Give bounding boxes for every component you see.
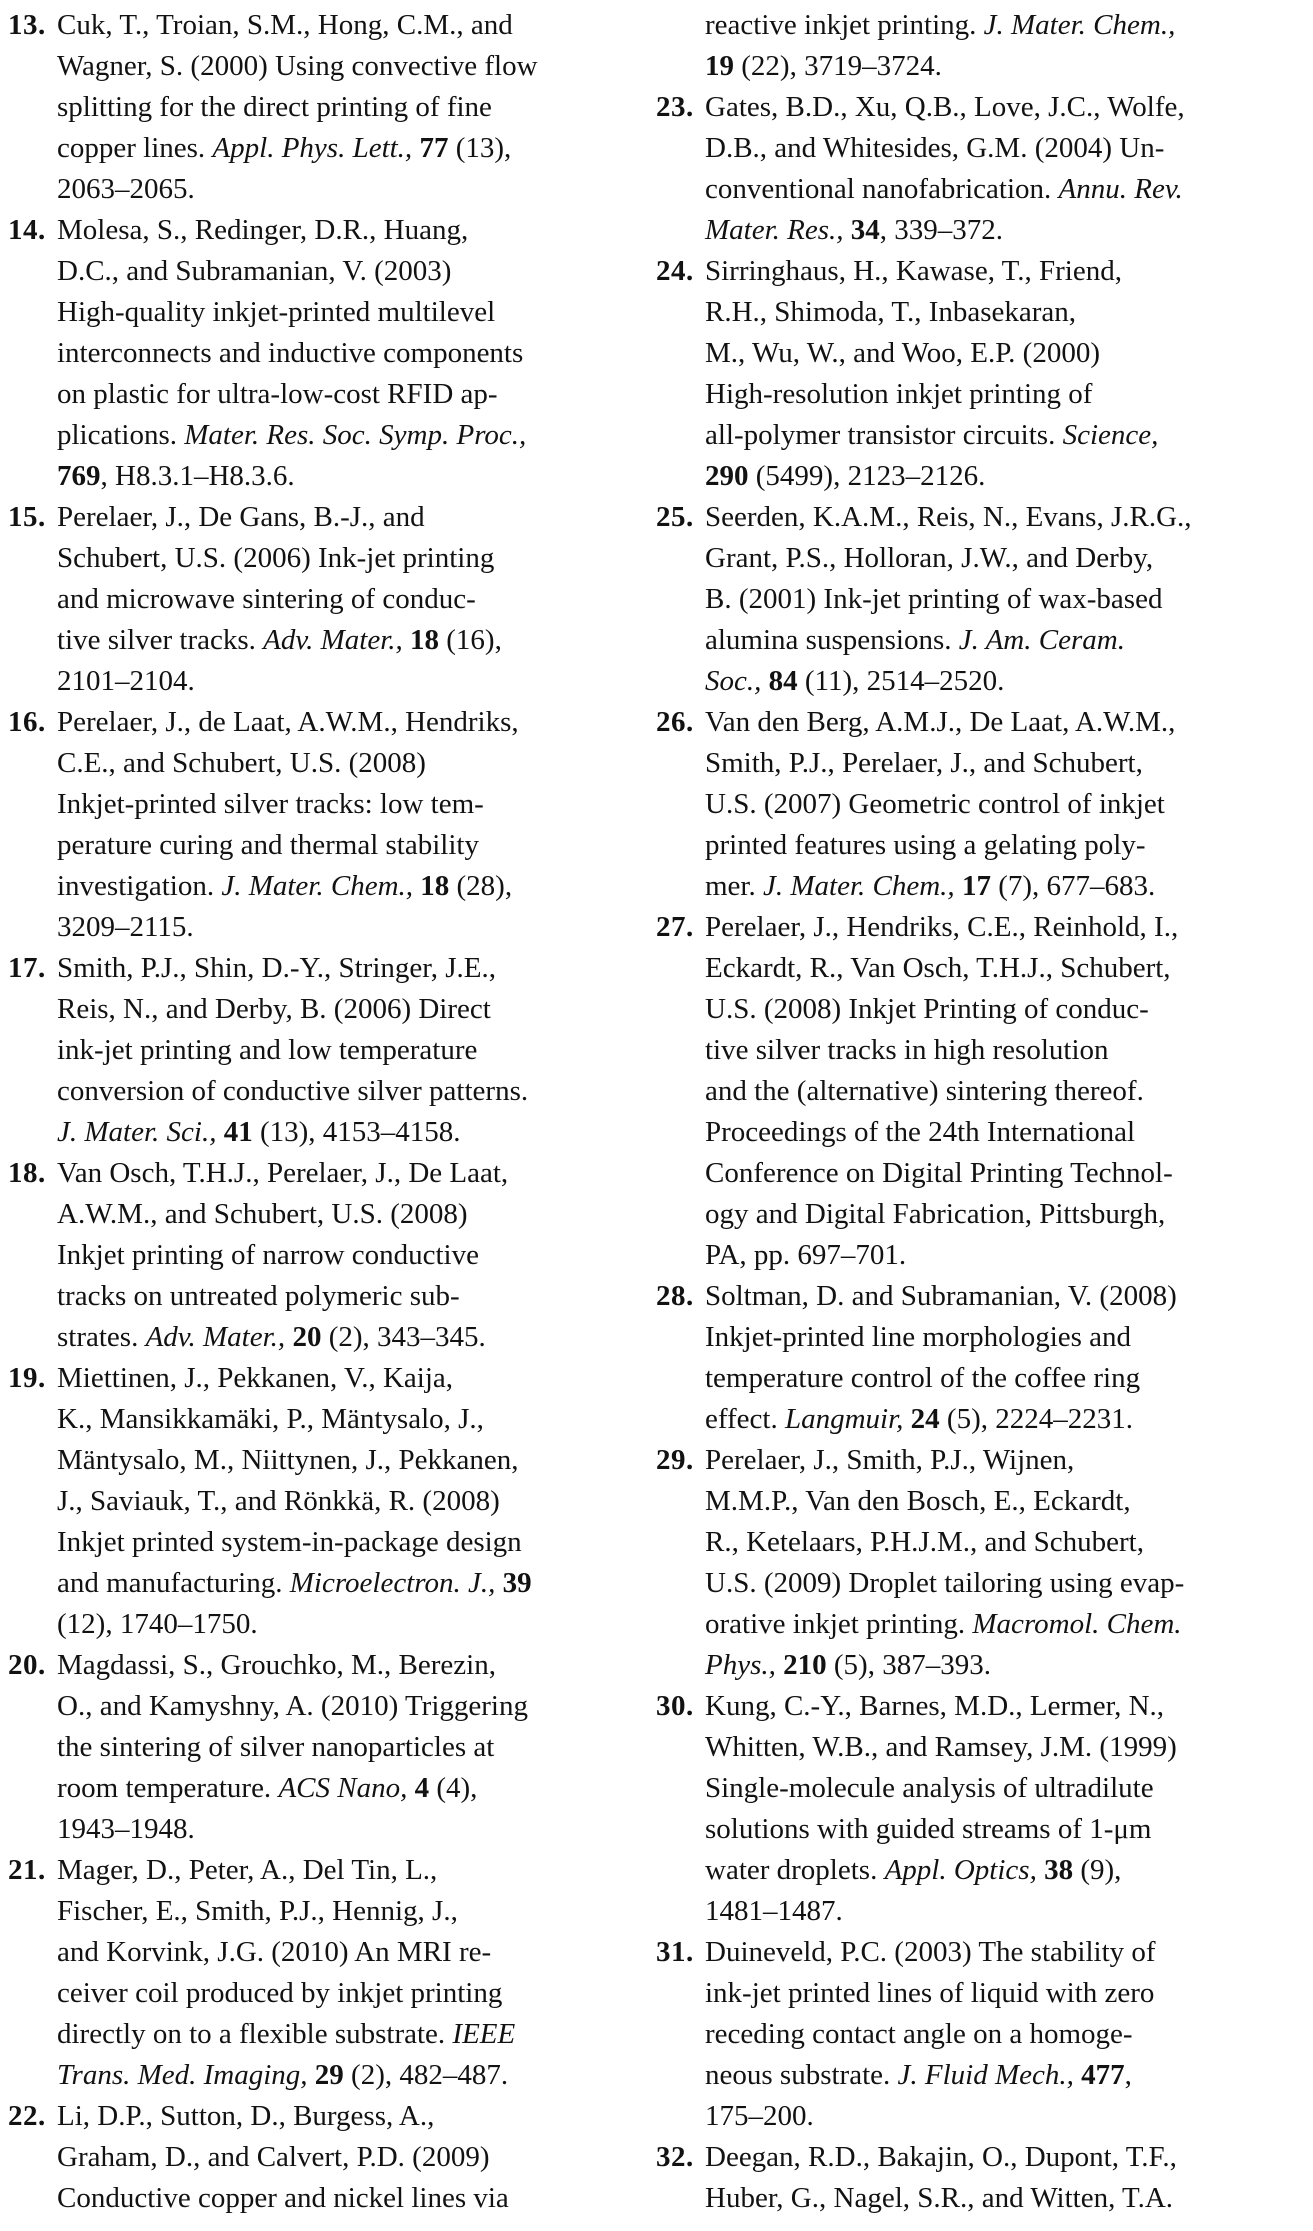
reference-segment — [216, 1116, 223, 1148]
reference-number: 16. — [8, 706, 46, 738]
reference-item — [656, 907, 1286, 1276]
reference-segment: Inkjet printed system-in-package design — [57, 1526, 522, 1558]
reference-number: 22. — [8, 2100, 46, 2132]
reference-segment: water droplets. — [705, 1854, 885, 1886]
reference-segment — [308, 2059, 315, 2091]
reference-text — [705, 251, 1286, 497]
reference-segment: temperature control of the coffee ring — [705, 1362, 1141, 1394]
reference-segment: , — [1124, 2059, 1132, 2091]
reference-segment: directly on to a flexible substrate. — [57, 2018, 453, 2050]
reference-segment: 175–200. — [705, 2100, 814, 2132]
reference-text — [57, 1153, 638, 1358]
journal-name: ACS Nano, — [278, 1772, 408, 1804]
reference-segment: 1943–1948. — [57, 1813, 195, 1845]
reference-segment: Smith, P.J., Shin, D.-Y., Stringer, J.E., — [57, 952, 497, 984]
reference-segment: PA, pp. 697–701. — [705, 1239, 907, 1271]
reference-segment: Smith, P.J., Perelaer, J., and Schubert, — [705, 747, 1143, 779]
references-column-right — [656, 5, 1286, 2231]
reference-segment: effect. — [705, 1403, 785, 1435]
reference-segment: Mager, D., Peter, A., Del Tin, L., — [57, 1854, 438, 1886]
volume-number: 77 — [419, 132, 449, 164]
reference-segment: Deegan, R.D., Bakajin, O., Dupont, T.F., — [705, 2141, 1177, 2173]
reference-segment: Inkjet-printed line morphologies and — [705, 1321, 1132, 1353]
reference-item — [8, 210, 638, 497]
volume-number: 4 — [414, 1772, 430, 1804]
reference-segment: M., Wu, W., and Woo, E.P. (2000) — [705, 337, 1100, 369]
reference-segment: R., Ketelaars, P.H.J.M., and Schubert, — [705, 1526, 1144, 1558]
reference-text — [705, 2137, 1286, 2219]
reference-item — [656, 1686, 1286, 1932]
reference-segment: Perelaer, J., Smith, P.J., Wijnen, — [705, 1444, 1075, 1476]
reference-text — [705, 702, 1286, 907]
reference-segment: 2063–2065. — [57, 173, 195, 205]
reference-text — [705, 497, 1286, 702]
journal-name: J. Fluid Mech., — [897, 2059, 1074, 2091]
reference-segment: (22), 3719–3724. — [734, 50, 942, 82]
reference-item — [8, 1645, 638, 1850]
reference-item — [656, 1440, 1286, 1686]
reference-segment: Grant, P.S., Holloran, J.W., and Derby, — [705, 542, 1154, 574]
reference-segment: receding contact angle on a homoge- — [705, 2018, 1133, 2050]
volume-number: 34 — [850, 214, 880, 246]
journal-name: Annu. Rev. — [1058, 173, 1183, 205]
reference-item — [8, 1358, 638, 1645]
reference-number: 31. — [656, 1936, 694, 1968]
reference-segment: and Korvink, J.G. (2010) An MRI re- — [57, 1936, 492, 1968]
journal-name: Appl. Phys. Lett., — [212, 132, 413, 164]
reference-segment: Duineveld, P.C. (2003) The stability of — [705, 1936, 1156, 1968]
reference-text — [57, 210, 638, 497]
reference-number: 30. — [656, 1690, 694, 1722]
volume-number: 39 — [502, 1567, 532, 1599]
reference-item — [8, 497, 638, 702]
reference-segment: Whitten, W.B., and Ramsey, J.M. (1999) — [705, 1731, 1177, 1763]
journal-name: Mater. Res., — [705, 214, 844, 246]
reference-segment: O., and Kamyshny, A. (2010) Triggering — [57, 1690, 528, 1722]
journal-name: Macromol. Chem. — [972, 1608, 1182, 1640]
volume-number: 769 — [57, 460, 101, 492]
reference-item — [8, 5, 638, 210]
reference-segment: D.C., and Subramanian, V. (2003) — [57, 255, 452, 287]
reference-segment: interconnects and inductive components — [57, 337, 524, 369]
reference-segment: tracks on untreated polymeric sub- — [57, 1280, 460, 1312]
reference-item — [8, 1850, 638, 2096]
journal-name: J. Mater. Chem., — [763, 870, 955, 902]
volume-number: 290 — [705, 460, 749, 492]
reference-segment: , H8.3.1–H8.3.6. — [100, 460, 295, 492]
reference-segment: Perelaer, J., Hendriks, C.E., Reinhold, I., — [705, 911, 1179, 943]
reference-item — [656, 1276, 1286, 1440]
reference-segment: Proceedings of the 24th International — [705, 1116, 1136, 1148]
journal-name: Adv. Mater., — [263, 624, 403, 656]
reference-text — [705, 1686, 1286, 1932]
reference-number: 24. — [656, 255, 694, 287]
reference-number: 15. — [8, 501, 46, 533]
reference-item — [8, 702, 638, 948]
journal-name: Langmuir, — [784, 1403, 904, 1435]
journal-name: J. Mater. Sci., — [57, 1116, 217, 1148]
reference-text — [705, 907, 1286, 1276]
journal-name: J. Mater. Chem., — [983, 9, 1176, 41]
reference-segment: on plastic for ultra-low-cost RFID ap- — [57, 378, 498, 410]
reference-segment: room temperature. — [57, 1772, 279, 1804]
reference-segment: Conference on Digital Printing Technol- — [705, 1157, 1173, 1189]
reference-segment: (11), 2514–2520. — [797, 665, 1005, 697]
reference-segment — [903, 1403, 910, 1435]
reference-segment: D.B., and Whitesides, G.M. (2004) Un- — [705, 132, 1165, 164]
reference-segment: solutions with guided streams of 1-μm — [705, 1813, 1152, 1845]
journal-name: J. Am. Ceram. — [958, 624, 1125, 656]
reference-item — [656, 5, 1286, 87]
reference-item — [8, 2096, 638, 2219]
reference-segment: Inkjet-printed silver tracks: low tem- — [57, 788, 484, 820]
reference-number: 19. — [8, 1362, 46, 1394]
reference-segment: 2101–2104. — [57, 665, 195, 697]
volume-number: 19 — [705, 50, 734, 82]
reference-segment: C.E., and Schubert, U.S. (2008) — [57, 747, 426, 779]
reference-segment: Magdassi, S., Grouchko, M., Berezin, — [57, 1649, 496, 1681]
reference-segment: all-polymer transistor circuits. — [705, 419, 1063, 451]
reference-segment: neous substrate. — [705, 2059, 898, 2091]
reference-segment: Inkjet printing of narrow conductive — [57, 1239, 479, 1271]
reference-segment: Conductive copper and nickel lines via — [57, 2182, 509, 2214]
volume-number: 20 — [292, 1321, 322, 1353]
reference-segment: Sirringhaus, H., Kawase, T., Friend, — [705, 255, 1122, 287]
reference-number: 20. — [8, 1649, 46, 1681]
journal-name: Phys., — [705, 1649, 776, 1681]
reference-text — [705, 87, 1286, 251]
reference-number: 17. — [8, 952, 46, 984]
volume-number: 17 — [961, 870, 991, 902]
reference-segment: and microwave sintering of conduc- — [57, 583, 476, 615]
volume-number: 24 — [910, 1403, 940, 1435]
reference-segment: Perelaer, J., de Laat, A.W.M., Hendriks, — [57, 706, 519, 738]
reference-text — [57, 948, 638, 1153]
reference-segment: ink-jet printing and low temperature — [57, 1034, 478, 1066]
reference-segment: Schubert, U.S. (2006) Ink-jet printing — [57, 542, 495, 574]
reference-segment: splitting for the direct printing of fine — [57, 91, 492, 123]
journal-name: Microelectron. J., — [289, 1567, 496, 1599]
reference-item — [656, 497, 1286, 702]
reference-segment: , 339–372. — [879, 214, 1004, 246]
reference-segment — [844, 214, 851, 246]
reference-text — [705, 1440, 1286, 1686]
reference-segment: (16), — [439, 624, 502, 656]
reference-segment: mer. — [705, 870, 763, 902]
reference-segment: 3209–2115. — [57, 911, 194, 943]
volume-number: 84 — [768, 665, 798, 697]
reference-text — [57, 1645, 638, 1850]
reference-number: 23. — [656, 91, 694, 123]
reference-segment: Graham, D., and Calvert, P.D. (2009) — [57, 2141, 490, 2173]
reference-segment: U.S. (2009) Droplet tailoring using evap- — [705, 1567, 1185, 1599]
reference-number: 21. — [8, 1854, 46, 1886]
reference-segment: reactive inkjet printing. — [705, 9, 984, 41]
reference-segment: alumina suspensions. — [705, 624, 959, 656]
reference-text — [57, 1358, 638, 1645]
reference-number: 14. — [8, 214, 46, 246]
reference-segment: (28), — [449, 870, 513, 902]
volume-number: 18 — [420, 870, 450, 902]
reference-segment: Perelaer, J., De Gans, B.-J., and — [57, 501, 425, 533]
reference-text — [705, 1276, 1286, 1440]
reference-segment: 1481–1487. — [705, 1895, 843, 1927]
reference-item — [8, 1153, 638, 1358]
reference-segment — [1037, 1854, 1044, 1886]
volume-number: 210 — [783, 1649, 827, 1681]
reference-number: 25. — [656, 501, 694, 533]
reference-segment: K., Mansikkamäki, P., Mäntysalo, J., — [57, 1403, 484, 1435]
reference-segment: Van den Berg, A.M.J., De Laat, A.W.M., — [705, 706, 1176, 738]
reference-segment: Eckardt, R., Van Osch, T.H.J., Schubert, — [705, 952, 1171, 984]
reference-item — [656, 702, 1286, 907]
reference-segment: strates. — [57, 1321, 146, 1353]
volume-number: 38 — [1044, 1854, 1074, 1886]
reference-segment: (13), 4153–4158. — [252, 1116, 461, 1148]
reference-segment: tive silver tracks in high resolution — [705, 1034, 1109, 1066]
references-column-left — [8, 5, 638, 2231]
reference-segment: Soltman, D. and Subramanian, V. (2008) — [705, 1280, 1177, 1312]
reference-number: 28. — [656, 1280, 694, 1312]
reference-segment: Gates, B.D., Xu, Q.B., Love, J.C., Wolfe, — [705, 91, 1185, 123]
reference-text — [57, 497, 638, 702]
reference-segment: Reis, N., and Derby, B. (2006) Direct — [57, 993, 491, 1025]
reference-segment: Van Osch, T.H.J., Perelaer, J., De Laat, — [57, 1157, 509, 1189]
reference-segment: Kung, C.-Y., Barnes, M.D., Lermer, N., — [705, 1690, 1165, 1722]
reference-segment: tive silver tracks. — [57, 624, 264, 656]
reference-segment: Huber, G., Nagel, S.R., and Witten, T.A. — [705, 2182, 1174, 2214]
reference-segment: conversion of conductive silver patterns. — [57, 1075, 529, 1107]
journal-name: Adv. Mater., — [145, 1321, 286, 1353]
reference-text — [57, 702, 638, 948]
reference-text — [705, 1932, 1286, 2137]
reference-segment: (2), 482–487. — [343, 2059, 509, 2091]
reference-segment: Single-molecule analysis of ultradilute — [705, 1772, 1154, 1804]
reference-segment: (5), 2224–2231. — [939, 1403, 1133, 1435]
reference-segment: (13), — [448, 132, 512, 164]
reference-number: 13. — [8, 9, 46, 41]
reference-number: 18. — [8, 1157, 46, 1189]
reference-segment: perature curing and thermal stability — [57, 829, 479, 861]
volume-number: 477 — [1081, 2059, 1125, 2091]
reference-item — [656, 1932, 1286, 2137]
reference-segment: Miettinen, J., Pekkanen, V., Kaija, — [57, 1362, 454, 1394]
reference-item — [656, 251, 1286, 497]
reference-segment: the sintering of silver nanoparticles at — [57, 1731, 495, 1763]
reference-segment: conventional nanofabrication. — [705, 173, 1059, 205]
reference-segment: (5499), 2123–2126. — [748, 460, 986, 492]
reference-number: 26. — [656, 706, 694, 738]
reference-segment: and the (alternative) sintering thereof. — [705, 1075, 1144, 1107]
reference-number: 27. — [656, 911, 694, 943]
reference-segment: M.M.P., Van den Bosch, E., Eckardt, — [705, 1485, 1131, 1517]
reference-segment: A.W.M., and Schubert, U.S. (2008) — [57, 1198, 468, 1230]
reference-segment: (12), 1740–1750. — [57, 1608, 258, 1640]
journal-name: Mater. Res. Soc. Symp. Proc., — [184, 419, 527, 451]
reference-number: 29. — [656, 1444, 694, 1476]
journal-name: IEEE — [452, 2018, 516, 2050]
reference-segment: Cuk, T., Troian, S.M., Hong, C.M., and — [57, 9, 513, 41]
reference-segment: High-resolution inkjet printing of — [705, 378, 1093, 410]
volume-number: 18 — [410, 624, 440, 656]
reference-item — [656, 2137, 1286, 2219]
reference-segment: High-quality inkjet-printed multilevel — [57, 296, 496, 328]
reference-segment: Seerden, K.A.M., Reis, N., Evans, J.R.G., — [705, 501, 1192, 533]
reference-segment — [495, 1567, 502, 1599]
reference-segment — [407, 1772, 414, 1804]
reference-segment: J., Saviauk, T., and Rönkkä, R. (2008) — [57, 1485, 500, 1517]
reference-segment: (4), — [429, 1772, 478, 1804]
reference-segment: U.S. (2007) Geometric control of inkjet — [705, 788, 1165, 820]
reference-segment: ogy and Digital Fabrication, Pittsburgh, — [705, 1198, 1166, 1230]
reference-segment: (2), 343–345. — [321, 1321, 486, 1353]
reference-segment: (7), 677–683. — [990, 870, 1156, 902]
reference-text — [57, 5, 638, 210]
reference-segment: and manufacturing. — [57, 1567, 290, 1599]
reference-segment: orative inkjet printing. — [705, 1608, 973, 1640]
reference-item — [8, 948, 638, 1153]
reference-text — [57, 2096, 638, 2219]
volume-number: 41 — [223, 1116, 253, 1148]
reference-segment: (9), — [1073, 1854, 1122, 1886]
reference-segment: Fischer, E., Smith, P.J., Hennig, J., — [57, 1895, 458, 1927]
reference-segment: plications. — [57, 419, 185, 451]
reference-segment — [761, 665, 768, 697]
reference-segment: ink-jet printed lines of liquid with zero — [705, 1977, 1155, 2009]
reference-item — [656, 87, 1286, 251]
reference-number: 32. — [656, 2141, 694, 2173]
journal-name: Science, — [1062, 419, 1159, 451]
reference-segment: (5), 387–393. — [826, 1649, 991, 1681]
reference-text — [705, 5, 1286, 87]
journal-name: Soc., — [705, 665, 762, 697]
reference-segment — [955, 870, 962, 902]
reference-text — [57, 1850, 638, 2096]
reference-segment: Molesa, S., Redinger, D.R., Huang, — [57, 214, 469, 246]
reference-segment: printed features using a gelating poly- — [705, 829, 1146, 861]
volume-number: 29 — [314, 2059, 344, 2091]
reference-segment: ceiver coil produced by inkjet printing — [57, 1977, 503, 2009]
reference-segment: copper lines. — [57, 132, 213, 164]
reference-segment: investigation. — [57, 870, 222, 902]
reference-segment: R.H., Shimoda, T., Inbasekaran, — [705, 296, 1077, 328]
journal-name: J. Mater. Chem., — [221, 870, 414, 902]
journal-name: Appl. Optics, — [884, 1854, 1037, 1886]
reference-segment: U.S. (2008) Inkjet Printing of conduc- — [705, 993, 1149, 1025]
reference-segment — [403, 624, 410, 656]
reference-segment: B. (2001) Ink-jet printing of wax-based — [705, 583, 1163, 615]
journal-name: Trans. Med. Imaging, — [57, 2059, 308, 2091]
reference-segment: Mäntysalo, M., Niittynen, J., Pekkanen, — [57, 1444, 519, 1476]
reference-segment: Wagner, S. (2000) Using convective flow — [57, 50, 538, 82]
reference-segment: Li, D.P., Sutton, D., Burgess, A., — [57, 2100, 435, 2132]
